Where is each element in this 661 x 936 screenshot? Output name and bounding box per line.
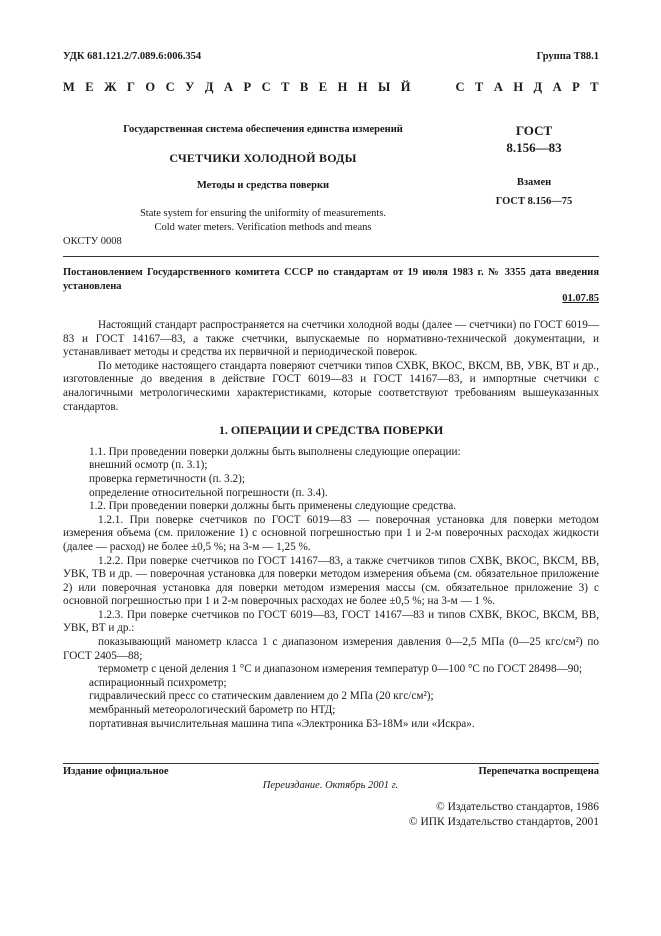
banner-letter: Е [318,80,328,94]
banner-letter: С [455,80,465,94]
copyright-line: © Издательство стандартов, 1986 [435,801,599,813]
gost-number: 8.156—83 [506,140,562,155]
banner-letter: Й [400,80,411,94]
list-item: проверка герметичности (п. 3.2); [89,472,245,485]
banner-letter: А [223,80,233,94]
banner-letter: О [145,80,156,94]
banner-letter: С [165,80,175,94]
banner-letter: Т [281,80,290,94]
banner-letter: Р [243,80,252,94]
banner-letter: Р [572,80,580,94]
banner-letter: А [552,80,562,94]
copyright-line: © ИПК Издательство стандартов, 2001 [408,816,599,828]
banner-letter: В [299,80,309,94]
banner-letter: Е [85,80,94,94]
decree-text: Постановлением Государственного комитета СССР по стандартам от 19 июля 1983 г. № 3355 дата введения установлена [63,267,599,292]
gost-label: ГОСТ [515,123,553,138]
banner-letter: Т [474,80,484,94]
banner-letter: Н [337,80,348,94]
banner-letter: Н [513,80,524,94]
banner-letter: М [63,80,75,94]
udk-code: УДК 681.121.2/7.089.6:006.354 [63,51,202,62]
banner-letter: У [185,80,195,94]
body-text [63,319,599,731]
banner-letter: А [493,80,503,94]
list-item: внешний осмотр (п. 3.1); [89,459,208,472]
divider [63,256,599,257]
list-item: портативная вычислительная машина типа «Электроника Б3-18М» или «Искра». [89,717,475,730]
english-title-line: Cold water meters. Verification methods and means [154,222,372,233]
document-subtitle: Методы и средства поверки [196,180,330,191]
paragraph: Настоящий стандарт распространяется на счетчики холодной воды (далее — счетчики) по ГОСТ 6019—83 и ГОСТ 14167—83, а также счетчики, выпускаемые по нормативно-технической документации, и устанавливает методы и средства их первичной и периодической поверок. [63,319,599,359]
section-heading: 1. ОПЕРАЦИИ И СРЕДСТВА ПОВЕРКИ [218,423,444,438]
banner-letter: Ж [104,80,117,94]
banner-letter: Н [357,80,368,94]
banner-letter: С [261,80,271,94]
paragraph: 1.2.3. При поверке счетчиков по ГОСТ 6019—83, ГОСТ 14167—83 и типов СХВК, ВКОС, ВКСМ, ВВ, УВК, ВТ и др.: [63,608,599,635]
paragraph: 1.2. При проведении поверки должны быть применены следующие средства. [89,500,457,513]
banner-letter: Т [590,80,599,94]
banner-letter: Д [204,80,214,94]
list-item: мембранный метеорологический барометр по НТД; [89,704,336,717]
okstu-code: ОКСТУ 0008 [63,236,122,247]
reprint-note: Переиздание. Октябрь 2001 г. [262,780,399,791]
paragraph: По методике настоящего стандарта поверяют счетчики типов СХВК, ВКОС, ВКСМ, ВВ, УВК, ВТ и др., изготовленные до введения в действие ГОСТ 6019—83 и ГОСТ 14167—83, и импортные счетчики с аналогичными метрологическими характеристиками, которые соответствуют требованиям вышеуказанных стандартов. [63,359,599,413]
gost-designation [470,122,598,156]
replaces-block [470,175,598,209]
interstate-standard-banner [63,80,599,95]
title-block [63,124,463,235]
group-code: Группа Т88.1 [536,51,599,62]
system-name: Государственная система обеспечения единства измерений [123,124,403,135]
list-item: определение относительной погрешности (п. 3.4). [89,486,328,499]
reprint-prohibited: Перепечатка воспрещена [478,766,599,777]
list-item: показывающий манометр класса 1 с диапазоном измерения давления 0—2,5 МПа (0—25 кгс/см²) по ГОСТ 2405—88; [63,636,599,662]
copyright-block [409,800,599,830]
english-title-line: State system for ensuring the uniformity of measurements. [139,208,387,219]
list-item: аспирационный психрометр; [89,676,227,689]
english-title [63,207,463,235]
replaces-number: ГОСТ 8.156—75 [495,196,573,207]
replaces-label: Взамен [516,177,552,188]
banner-gap [421,80,445,95]
document-title: СЧЕТЧИКИ ХОЛОДНОЙ ВОДЫ [169,151,357,165]
banner-letter: Ы [378,80,391,94]
banner-letter: Д [533,80,543,94]
paragraph: 1.2.2. При поверке счетчиков по ГОСТ 14167—83, а также счетчиков типов СХВК, ВКОС, ВКСМ, ВВ, УВК, ТВ и др. — поверочная установка для поверки методом измерения объема (см. обязательное приложение 2) или поверочная установка для поверки методом измерения массы (см. обязательное приложение 3) с основной погрешностью при 1 и 2-м поверочных расходах не более ±0,5 %; на 3-м — 1 %. [63,554,599,608]
paragraph: 1.1. При проведении поверки должны быть выполнены следующие операции: [89,445,461,458]
effective-date: 01.07.85 [562,293,599,304]
list-item: термометр с ценой деления 1 °С и диапазоном измерения температур 0—100 °С по ГОСТ 28498—90; [98,663,583,676]
list-item: гидравлический пресс со статическим давлением до 2 МПа (20 кгс/см²); [89,690,434,703]
banner-letter: Г [126,80,135,94]
official-edition: Издание официальное [63,766,169,777]
paragraph: 1.2.1. При поверке счетчиков по ГОСТ 6019—83 — поверочная установка для поверки методом измерения объема (см. приложение 1) с основной погрешностью при 1 и 2-м поверочных расходах жидкости (далее — расход) не более ±0,5 %; на 3-м — 1,25 %. [63,513,599,553]
footer-divider [63,763,599,764]
